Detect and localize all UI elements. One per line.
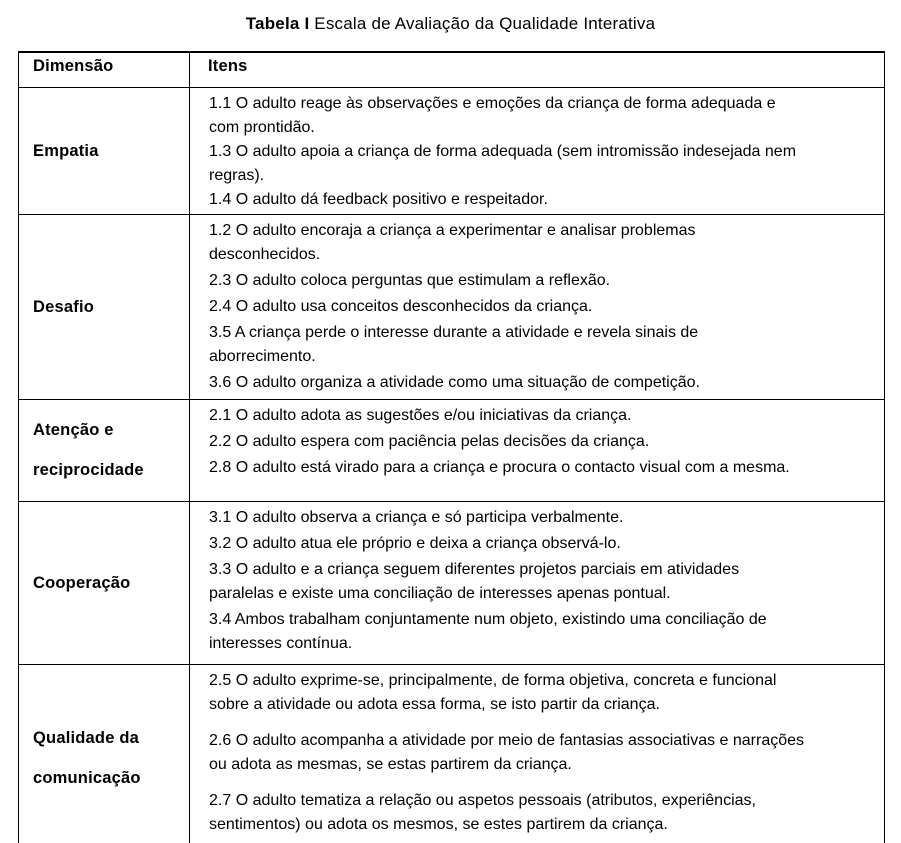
item-text: 3.6 O adulto organiza a atividade como uma situação de competição. <box>209 373 700 391</box>
table-title-number: Tabela I <box>245 14 310 33</box>
item-text: 2.1 O adulto adota as sugestões e/ou iniciativas da criança. <box>209 406 632 424</box>
item-text: 3.1 O adulto observa a criança e só participa verbalmente. <box>209 508 624 526</box>
dimension-label-atencao-reciprocidade: Atenção e reciprocidade <box>19 399 190 501</box>
item-text: 1.4 O adulto dá feedback positivo e respeitador. <box>209 190 548 208</box>
item-text: 3.3 O adulto e a criança seguem diferentes projetos parciais em atividades paralelas e existe uma conciliação de interesses apenas pontual. <box>209 560 740 602</box>
table-row-cooperacao <box>19 501 885 664</box>
column-header-dimensao: Dimensão <box>19 52 190 87</box>
item-text: 1.2 O adulto encoraja a criança a experimentar e analisar problemas desconhecidos. <box>209 221 696 263</box>
table-row-qualidade-comunicacao <box>19 664 885 843</box>
header-row <box>19 52 885 87</box>
item-text: 3.4 Ambos trabalham conjuntamente num objeto, existindo uma conciliação de interesses contínua. <box>209 610 767 652</box>
table-row-desafio <box>19 214 885 399</box>
table-row-empatia <box>19 87 885 214</box>
item-text: 3.5 A criança perde o interesse durante a atividade e revela sinais de aborrecimento. <box>209 323 699 365</box>
item-text: 2.2 O adulto espera com paciência pelas decisões da criança. <box>209 432 650 450</box>
items-cell-atencao-reciprocidade <box>190 399 885 501</box>
dimension-label-cooperacao: Cooperação <box>19 501 190 664</box>
dimension-label-qualidade-comunicacao: Qualidade da comunicação <box>19 664 190 843</box>
table-row-atencao-reciprocidade <box>19 399 885 501</box>
item-text: 2.8 O adulto está virado para a criança e procura o contacto visual com a mesma. <box>209 458 790 476</box>
item-text: 1.1 O adulto reage às observações e emoções da criança de forma adequada e com prontidão. <box>209 94 776 136</box>
item-text: 2.3 O adulto coloca perguntas que estimulam a reflexão. <box>209 271 611 289</box>
table-title-caption: Escala de Avaliação da Qualidade Interativa <box>309 14 656 33</box>
item-text: 3.2 O adulto atua ele próprio e deixa a criança observá-lo. <box>209 534 621 552</box>
table-title <box>0 0 901 35</box>
items-cell-qualidade-comunicacao <box>190 664 885 843</box>
quality-scale-table <box>18 51 885 843</box>
items-cell-empatia <box>190 87 885 214</box>
dimension-label-empatia: Empatia <box>19 87 190 214</box>
item-text: 1.3 O adulto apoia a criança de forma adequada (sem intromissão indesejada nem regras). <box>209 142 797 184</box>
items-cell-desafio <box>190 214 885 399</box>
item-text: 2.5 O adulto exprime-se, principalmente, de forma objetiva, concreta e funcional sobre a atividade ou adota essa forma, se isto partir da criança. <box>209 671 777 713</box>
item-text: 2.4 O adulto usa conceitos desconhecidos da criança. <box>209 297 593 315</box>
item-text: 2.6 O adulto acompanha a atividade por meio de fantasias associativas e narrações ou adota as mesmas, se estas partirem da criança. <box>209 731 805 773</box>
dimension-label-desafio: Desafio <box>19 214 190 399</box>
items-cell-cooperacao <box>190 501 885 664</box>
column-header-itens: Itens <box>190 52 885 87</box>
item-text: 2.7 O adulto tematiza a relação ou aspetos pessoais (atributos, experiências, sentimentos) ou adota os mesmos, se estes partirem da criança. <box>209 791 756 833</box>
